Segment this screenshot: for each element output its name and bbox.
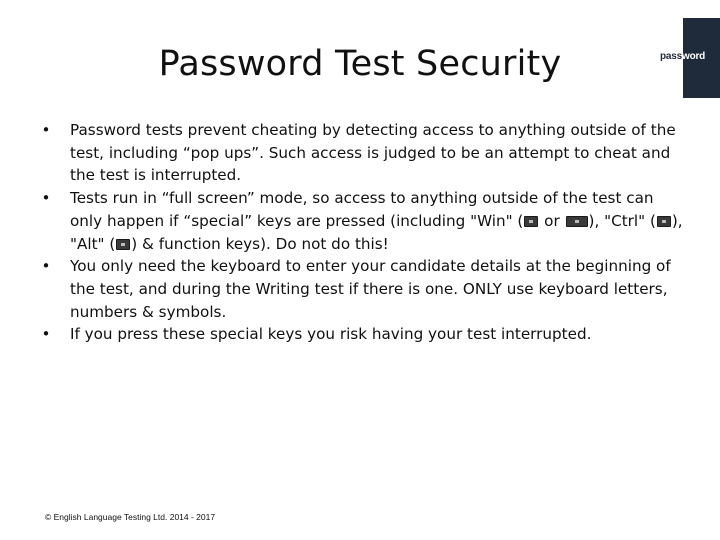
- bullet-item-1: [40, 119, 690, 187]
- copyright-footer: © English Language Testing Ltd. 2014 - 2017: [45, 512, 216, 522]
- logo-text-dark: pass: [660, 51, 682, 62]
- bullet-item-2: [40, 187, 690, 255]
- bullet-text-1: Password tests prevent cheating by detecting access to anything outside of the test, including “pop ups”. Such access is judged to be an attempt to cheat and the test is interrupted.: [70, 121, 676, 185]
- bullet-icon: •: [41, 257, 51, 276]
- bullet-item-4: [40, 323, 690, 346]
- slide-title: Password Test Security: [158, 44, 562, 84]
- logo-text-light: word: [682, 51, 706, 62]
- bullet-text-2c: ), "Ctrl" (: [588, 211, 656, 230]
- bullet-item-3: [40, 255, 690, 323]
- bullet-text-2b: or: [539, 211, 565, 230]
- bullet-icon: •: [41, 325, 51, 344]
- bullet-icon: •: [41, 189, 51, 208]
- bullet-text-3: You only need the keyboard to enter your candidate details at the beginning of the test, and during the Writing test if there is one. ONLY use keyboard letters, numbers & symbols.: [70, 257, 671, 321]
- bullet-text-2d: ), "Alt" (: [70, 211, 683, 253]
- windows-key-icon: [524, 216, 538, 227]
- bullet-text-4: If you press these special keys you risk having your test interrupted.: [70, 325, 592, 344]
- bullet-icon: •: [41, 121, 51, 139]
- windows-key-icon: [566, 216, 588, 227]
- password-logo: [660, 51, 705, 62]
- bullet-list: [40, 119, 690, 346]
- bullet-text-2a: Tests run in “full screen” mode, so access to anything outside of the test can only happen if “special” keys are pressed (including "Win" (: [70, 189, 654, 230]
- alt-key-icon: [116, 239, 130, 250]
- bullet-text-2e: ) & function keys). Do not do this!: [131, 234, 389, 253]
- ctrl-key-icon: [657, 216, 671, 227]
